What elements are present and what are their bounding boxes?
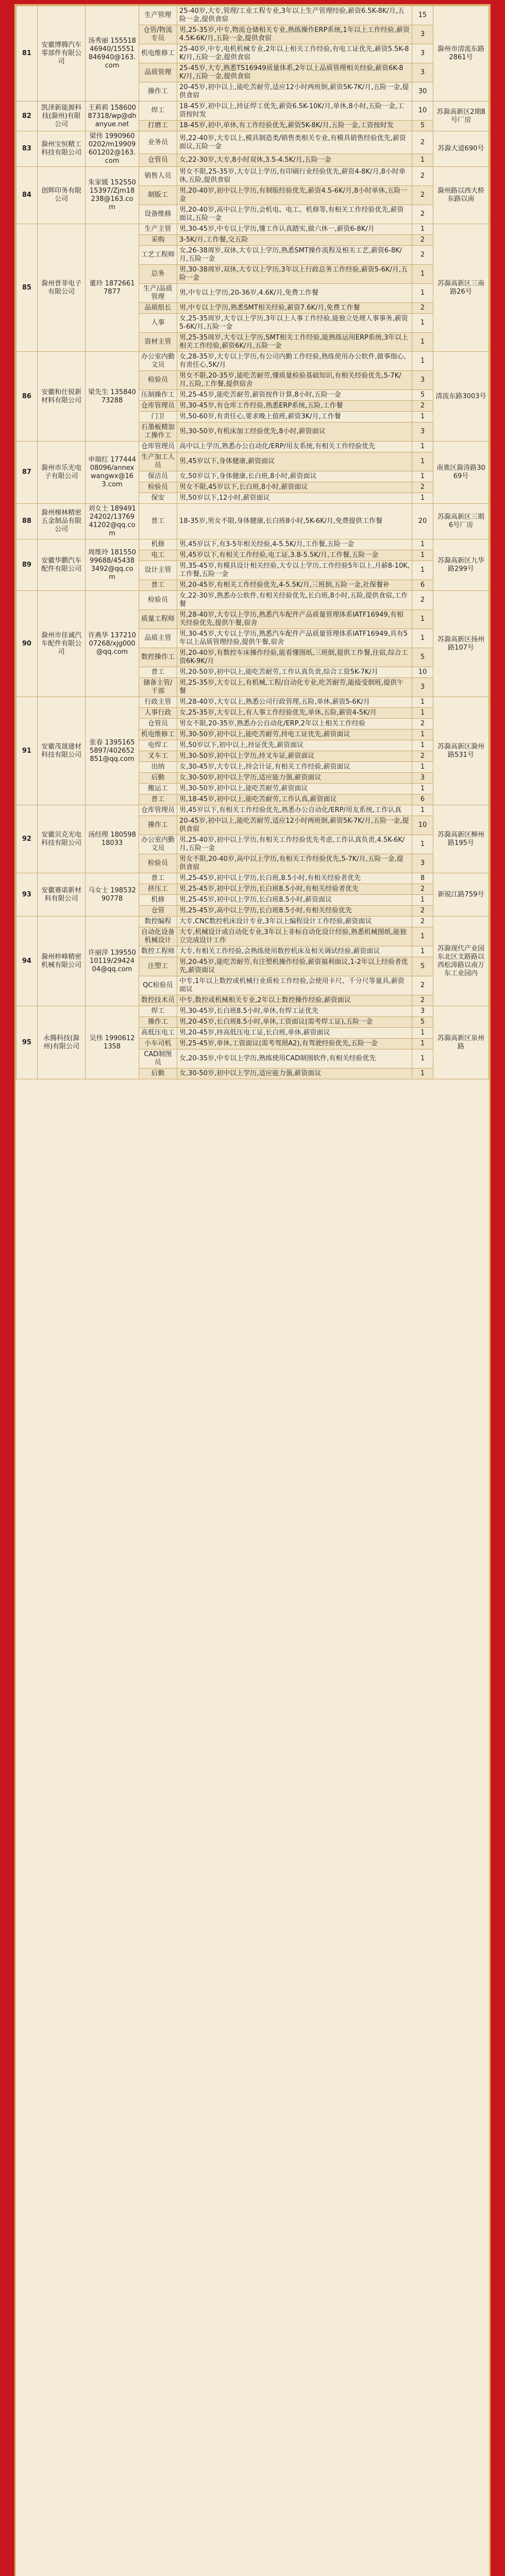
job-row xyxy=(16,167,489,186)
job-title: 检验员 xyxy=(139,482,177,493)
company-contact: 董玲 18726617877 xyxy=(86,224,139,352)
company-contact: 刘女士 18949124202/1376941202@qq.com xyxy=(86,504,139,539)
company-name: 安徽博腾汽车零部件有限公司 xyxy=(37,6,86,101)
job-requirements: 男,25-45岁,初中以上学历,长白班8.5小时,薪资面议 xyxy=(177,895,412,906)
job-requirements: 男,22-40岁,大专以上,模具制造类/销售类相关专业,有模具销售经验优先,薪资面议,五险一金 xyxy=(177,131,412,154)
company-address: 新锐江路759号 xyxy=(433,873,489,917)
job-title: 操作工 xyxy=(139,816,177,835)
job-title: 检验员 xyxy=(139,591,177,610)
job-requirements: 男,28-40岁,大专以上,熟悉公司行政管理,五险,单休,薪资5-6K/月 xyxy=(177,697,412,708)
job-headcount: 1 xyxy=(412,946,433,957)
job-title: 人事 xyxy=(139,314,177,333)
job-row xyxy=(16,131,489,154)
job-requirements: 男,45岁以下,有相关工作经验优先,熟悉办公自动化/ERP/用友系统,工作认真 xyxy=(177,805,412,816)
job-title: 资材主管 xyxy=(139,333,177,352)
job-headcount: 10 xyxy=(412,816,433,835)
company-name: 滁州梓峰精密机械有限公司 xyxy=(37,917,86,1006)
job-headcount: 1 xyxy=(412,550,433,561)
job-requirements: 男,30-45岁,长白班8.5小时,单休,有焊工证优先 xyxy=(177,1006,412,1017)
job-title: 出纳 xyxy=(139,762,177,773)
job-title: 电工 xyxy=(139,550,177,561)
job-title: 注塑工 xyxy=(139,957,177,976)
job-title: 设计主管 xyxy=(139,561,177,580)
job-requirements: 女,25-35周岁,大专以上学历,3年以上人事工作经验,能独立处理人事事务,薪资5-6K/月,五险一金 xyxy=(177,314,412,333)
job-title: 制版工 xyxy=(139,186,177,205)
job-headcount: 6 xyxy=(412,794,433,805)
job-requirements: 25-40岁,中专,电机机械专业,2年以上相关工作经验,有电工证优先,薪资5.5K-8K/月,五险一金,提供食宿 xyxy=(177,44,412,63)
job-requirements: 男,25-45岁,初中以上学历,长白班8.5小时,有相关经验者优先 xyxy=(177,884,412,895)
job-headcount: 3 xyxy=(412,44,433,63)
job-headcount: 1 xyxy=(412,314,433,333)
job-title: 机电维修工 xyxy=(139,730,177,740)
job-requirements: 男,20-45岁,长白班8.5小时,单休,工资面议(需考焊工证),五险一金 xyxy=(177,1017,412,1028)
job-title: 后勤 xyxy=(139,1069,177,1079)
job-headcount: 5 xyxy=(412,1017,433,1028)
job-requirements: 男,20-40岁,高中以上学历,会机电、电工、机修等,有相关工作经验优先,薪资面议,五险一金 xyxy=(177,205,412,224)
job-title: 仓管/物流专员 xyxy=(139,25,177,44)
company-contact: 吴伟 19906121358 xyxy=(86,1006,139,1079)
company-address: 苏滁高新区柳州路195号 xyxy=(433,805,489,873)
job-headcount: 1 xyxy=(412,1039,433,1049)
job-row xyxy=(16,1006,489,1017)
job-requirements: 女,25-35岁,大专以上,有人事工作经验优先,单休,五险,薪资4-5K/月 xyxy=(177,708,412,719)
job-requirements: 男,18-45岁,初中以上,能吃苦耐劳,工作认真,薪资面议 xyxy=(177,794,412,805)
job-title: 数控工程师 xyxy=(139,946,177,957)
company-contact: 许丽萍 13955010119/2942404@qq.com xyxy=(86,917,139,1006)
job-title: 操作工 xyxy=(139,82,177,101)
company-number: 90 xyxy=(16,591,38,697)
job-headcount: 3 xyxy=(412,1006,433,1017)
job-headcount: 1 xyxy=(412,452,433,471)
job-title: 数控编程 xyxy=(139,917,177,927)
job-requirements: 男,20-40岁,初中以上学历,有制版经验优先,薪资4.5-6K/月,8小时单休,五险一金 xyxy=(177,186,412,205)
company-name: 滁州市佳诚汽车配件有限公司 xyxy=(37,591,86,697)
job-headcount: 2 xyxy=(412,591,433,610)
job-headcount: 2 xyxy=(412,995,433,1006)
job-headcount: 2 xyxy=(412,976,433,995)
job-title: 保安 xyxy=(139,493,177,504)
job-title: 普工 xyxy=(139,667,177,678)
job-requirements: 女,30-45岁,大专以上,持会计证,有相关工作经验,薪资面议 xyxy=(177,762,412,773)
job-requirements: 女,22-30岁,大专,8小时双休,3.5-4.5K/月,五险一金 xyxy=(177,154,412,167)
job-requirements: 男女不限,45岁以下,长白班,8小时,薪资面议 xyxy=(177,482,412,493)
job-headcount: 2 xyxy=(412,186,433,205)
company-number: 82 xyxy=(16,101,38,131)
job-title: 挤压工 xyxy=(139,884,177,895)
job-headcount: 1 xyxy=(412,784,433,794)
company-number: 94 xyxy=(16,917,38,1006)
job-title: 石墨板精加工操作工 xyxy=(139,422,177,442)
job-headcount: 1 xyxy=(412,471,433,482)
job-requirements: 男,25-40岁,初中以上学历,有相关工作经验优先考虑,工作认真负责,4.5K-6K/月,五险一金 xyxy=(177,835,412,854)
job-headcount: 8 xyxy=(412,873,433,884)
job-requirements: 男,50岁以下,初中以上,持证优先,薪资面议 xyxy=(177,740,412,751)
job-headcount: 1 xyxy=(412,762,433,773)
job-title: 质量工程师 xyxy=(139,610,177,629)
job-requirements: 男,中专以上学历,20-36岁,4.6K/月,免费工作餐 xyxy=(177,284,412,303)
job-row xyxy=(16,352,489,371)
job-row xyxy=(16,504,489,539)
job-title: 检验员 xyxy=(139,854,177,873)
job-headcount: 3 xyxy=(412,773,433,784)
job-headcount: 20 xyxy=(412,504,433,539)
job-headcount: 15 xyxy=(412,6,433,25)
job-title: 后勤 xyxy=(139,773,177,784)
job-requirements: 男,25-45岁,初中以上学历,长白班,8.5小时,有相关经验者优先 xyxy=(177,873,412,884)
job-requirements: 男,30-50岁,初中以上,能吃苦耐劳,薪资面议 xyxy=(177,784,412,794)
job-requirements: 男,45岁以下,有相关工作经验,电工证,3.8-5.5K/月,工作餐,五险一金 xyxy=(177,550,412,561)
job-requirements: 男,20-40岁,有数控车床操作经验,能看懂图纸,三班倒,提供工作餐,住宿,综合工资6K-9K/月 xyxy=(177,648,412,667)
company-contact: 朱家媛 15255015397/Zjm18238@163.com xyxy=(86,167,139,224)
job-headcount: 1 xyxy=(412,629,433,648)
job-headcount: 1 xyxy=(412,284,433,303)
job-title: 电焊工 xyxy=(139,740,177,751)
company-contact: 申瑞红 17744408096/annexwangwx@163.com xyxy=(86,442,139,504)
job-row xyxy=(16,6,489,25)
job-requirements: 男,28-40岁,大专以上学历,熟悉汽车配件产品质量管理体系IATF16949,有相关经验优先,提供午餐,宿舍 xyxy=(177,610,412,629)
company-name: 滁州梯林精密五金制品有限公司 xyxy=(37,504,86,539)
job-headcount: 1 xyxy=(412,1069,433,1079)
job-title: 生产主管 xyxy=(139,224,177,235)
company-contact: 汤秀丽 15551846940/15551846940@163.com xyxy=(86,6,139,101)
job-title: 总务 xyxy=(139,265,177,284)
job-requirements: 男,25-35周岁,大专以上学历,SMT相关工作经验,能熟练运用ERP系统,3年以上相关工作经验,薪资6K/月,五险一金 xyxy=(177,333,412,352)
job-headcount: 1 xyxy=(412,805,433,816)
company-number: 84 xyxy=(16,167,38,224)
job-row xyxy=(16,224,489,235)
job-headcount: 1 xyxy=(412,539,433,550)
job-title: 生产加工人员 xyxy=(139,452,177,471)
job-title: 品质主管 xyxy=(139,629,177,648)
job-title: 生产管理 xyxy=(139,6,177,25)
job-headcount: 1 xyxy=(412,1049,433,1069)
job-headcount: 3 xyxy=(412,25,433,44)
job-headcount: 1 xyxy=(412,224,433,235)
company-contact: 张春 13951655897/402652851@qq.com xyxy=(86,697,139,805)
top-red-band xyxy=(0,0,505,4)
job-title: 人事行政 xyxy=(139,708,177,719)
job-requirements: 男,45岁以下,有3-5年相关经验,4-5.5K/月,工作餐,五险一金 xyxy=(177,539,412,550)
job-requirements: 大专,有相关工作经验,会熟练使用数控机床及相关调试经验,薪资面议 xyxy=(177,946,412,957)
company-name: 安徽华鹏汽车配件有限公司 xyxy=(37,539,86,591)
company-address: 滁州市清流东路2861号 xyxy=(433,6,489,101)
job-title: 焊工 xyxy=(139,101,177,121)
job-requirements: 高中以上学历,熟悉办公自动化/ERP/用友系统,有相关工作经验优先 xyxy=(177,442,412,452)
job-headcount: 1 xyxy=(412,730,433,740)
job-requirements: 女,50岁以下,身体健康,长白班,8小时,薪资面议 xyxy=(177,471,412,482)
job-requirements: 男,20-45岁,有相关工作经验优先,4-5.5K/月,三班倒,五险一金,社保餐补 xyxy=(177,580,412,591)
job-headcount: 2 xyxy=(412,482,433,493)
job-row xyxy=(16,697,489,708)
job-row xyxy=(16,591,489,610)
job-row xyxy=(16,873,489,884)
job-headcount: 1 xyxy=(412,265,433,284)
job-requirements: 男,25-45岁,单休,工资面议(需考驾照A2),有驾驶经验优先,五险一金 xyxy=(177,1039,412,1049)
job-requirements: 男,35-45岁,有模具设计相关经验,大专以上学历,工作经验5年以上,月薪8-10K,工作餐,五险一金 xyxy=(177,561,412,580)
job-requirements: 女,20-35岁,中专以上学历,熟练使用CAD制图软件,有相关经验优先 xyxy=(177,1049,412,1069)
company-contact: 马女士 19853290778 xyxy=(86,873,139,917)
job-row xyxy=(16,442,489,452)
company-address: 苏滁高新区九华路299号 xyxy=(433,539,489,591)
job-requirements: 女,30-50岁,初中以上学历,适应能力强,薪资面议 xyxy=(177,773,412,784)
job-headcount: 1 xyxy=(412,1028,433,1039)
company-number: 81 xyxy=(16,6,38,101)
job-requirements: 男,25-45岁,能吃苦耐劳,薪资按件计算,8小时,五险一金 xyxy=(177,390,412,401)
company-name: 滁州普菲电子有限公司 xyxy=(37,224,86,352)
job-requirements: 男女不限,25-35岁,大专以上学历,有印刷行业经验优先,薪资4-8K/月,8小时单休,五险,提供食宿 xyxy=(177,167,412,186)
job-requirements: 20-45岁,初中以上,能吃苦耐劳,适应12小时两班倒,薪资5K-7K/月,五险一金,提供食宿 xyxy=(177,82,412,101)
job-title: 仓管员 xyxy=(139,719,177,730)
job-headcount: 1 xyxy=(412,740,433,751)
job-title: CAD制图员 xyxy=(139,1049,177,1069)
company-number: 88 xyxy=(16,504,38,539)
job-title: 数控技术员 xyxy=(139,995,177,1006)
company-number: 83 xyxy=(16,131,38,167)
job-row xyxy=(16,539,489,550)
job-requirements: 男,30-38周岁,双休,大专以上学历,3年以上行政总务工作经验,薪资5-6K/月,五险一金 xyxy=(177,265,412,284)
job-headcount: 2 xyxy=(412,401,433,412)
job-requirements: 20-45岁,初中以上,能吃苦耐劳,适应12小时两班倒,薪资5K-7K/月,五险一金,提供食宿 xyxy=(177,816,412,835)
job-headcount: 5 xyxy=(412,390,433,401)
job-requirements: 男女不限,20-40岁,高中以上学历,有相关工作经验优先,5-7K/月,五险一金,提供食宿 xyxy=(177,854,412,873)
job-title: 仓库管理员 xyxy=(139,442,177,452)
job-title: 自动化设备机械设计 xyxy=(139,927,177,946)
company-number: 86 xyxy=(16,352,38,442)
job-headcount: 3 xyxy=(412,678,433,697)
job-requirements: 18-35岁,男女不限,身体健康,长白班8小时,5K-6K/月,免费提供工作餐 xyxy=(177,504,412,539)
job-headcount: 10 xyxy=(412,101,433,121)
job-headcount: 2 xyxy=(412,167,433,186)
job-requirements: 男女不限,20-35岁,熟悉办公自动化/ERP,2年以上相关工作经验 xyxy=(177,719,412,730)
job-title: 机修 xyxy=(139,895,177,906)
job-headcount: 3 xyxy=(412,371,433,390)
company-address: 苏滁高新区2期8号厂房 xyxy=(433,101,489,131)
job-title: 普工 xyxy=(139,794,177,805)
job-headcount: 3 xyxy=(412,63,433,82)
company-address: 苏滁高新区滁州路531号 xyxy=(433,697,489,805)
job-requirements: 男,30-45岁,有仓库工作经验,熟悉ERP系统,五险,工作餐 xyxy=(177,401,412,412)
company-contact: 许燕华 13721007268/xjg000@qq.com xyxy=(86,591,139,697)
company-contact: 梁先生 13584073288 xyxy=(86,352,139,442)
job-title: 门卫 xyxy=(139,412,177,422)
job-title: 销售人员 xyxy=(139,167,177,186)
company-number: 95 xyxy=(16,1006,38,1079)
job-requirements: 女,26-38周岁,双休,大专以上学历,熟悉SMT操作流程及相关工艺,薪资6-8K/月,五险一金 xyxy=(177,246,412,265)
job-requirements: 大专,CNC数控机床设计专业,3年以上编程设计工作经验,薪资面议 xyxy=(177,917,412,927)
company-contact: 王莉莉 15860087318/wp@dhanyue.net xyxy=(86,101,139,131)
job-requirements: 女,30-50岁,初中以上学历,适应能力强,薪资面议 xyxy=(177,1069,412,1079)
company-number: 91 xyxy=(16,697,38,805)
job-requirements: 3-5K/月,工作餐,交五险 xyxy=(177,235,412,246)
company-address: 苏滁高新区三期6号厂房 xyxy=(433,504,489,539)
recruitment-table xyxy=(16,6,489,1079)
job-title: 行政主管 xyxy=(139,697,177,708)
job-requirements: 男,20-45岁,持高低压电工证,长白班,单休,薪资面议 xyxy=(177,1028,412,1039)
job-title: 机电维修工 xyxy=(139,44,177,63)
recruitment-table-body xyxy=(16,6,489,1079)
company-address: 南谯区滁涛路3069号 xyxy=(433,442,489,504)
job-title: 叉车工 xyxy=(139,751,177,762)
job-headcount: 2 xyxy=(412,906,433,917)
job-requirements: 中专,1年以上数控或机械行业质检工作经验,会使用卡尺、千分尺等量具,薪资面议 xyxy=(177,976,412,995)
company-address: 苏滁高新区三南路26号 xyxy=(433,224,489,352)
job-title: 打磨工 xyxy=(139,121,177,131)
job-requirements: 25-45岁,大专,熟悉TS16949质量体系,2年以上品质管理相关经验,薪资6K-8K/月,五险一金,提供食宿 xyxy=(177,63,412,82)
job-row xyxy=(16,805,489,816)
job-requirements: 男,20-50岁,初中以上,能吃苦耐劳,工作认真负责,综合工资5K-7K/月 xyxy=(177,667,412,678)
job-headcount: 5 xyxy=(412,648,433,667)
job-title: 仓库管理员 xyxy=(139,805,177,816)
job-headcount: 1 xyxy=(412,154,433,167)
job-headcount: 1 xyxy=(412,927,433,946)
job-requirements: 男,30-45岁,中专以上学历,懂工作认真踏实,做六休一,薪资6-8K/月 xyxy=(177,224,412,235)
job-requirements: 中专,数控或机械相关专业,2年以上数控操作经验,薪资面议 xyxy=(177,995,412,1006)
company-name: 安徽贝克光电科技有限公司 xyxy=(37,805,86,873)
job-headcount: 2 xyxy=(412,917,433,927)
job-headcount: 30 xyxy=(412,82,433,101)
job-requirements: 男,45岁以下,身体健康,薪资面议 xyxy=(177,452,412,471)
company-name: 安徽茂晟建材科技有限公司 xyxy=(37,697,86,805)
job-requirements: 男,25-35岁,中专,物流仓储相关专业,熟练操作ERP系统,1年以上工作经验,薪资4.5K-6K/月,五险一金,提供食宿 xyxy=(177,25,412,44)
job-headcount: 1 xyxy=(412,412,433,422)
job-title: 操作工 xyxy=(139,1017,177,1028)
job-title: 仓管员 xyxy=(139,154,177,167)
job-title: 搬运工 xyxy=(139,784,177,794)
job-requirements: 男,30-50岁,有机床加工经验优先,8小时,薪资面议 xyxy=(177,422,412,442)
company-name: 安徽和仕锐新材料有限公司 xyxy=(37,352,86,442)
company-name: 滁州市乐光电子有限公司 xyxy=(37,442,86,504)
company-address: 苏滁现代产业园东北区支路路以西松涛路以南万东工业园内 xyxy=(433,917,489,1006)
job-requirements: 男,50-60岁,有责任心,要求晚上值班,薪资3K/月,工作餐 xyxy=(177,412,412,422)
company-name: 滁州宝恒精工科技有限公司 xyxy=(37,131,86,167)
company-name: 凯泽新能源科技(滁州)有限公司 xyxy=(37,101,86,131)
job-requirements: 大专,机械设计或自动化专业,3年以上非标自动化设计经验,熟悉机械图纸,能独立完成设计工作 xyxy=(177,927,412,946)
job-headcount: 2 xyxy=(412,131,433,154)
job-requirements: 18-45岁,初中,单休,有工作经验优先,薪资5K-8K/月,五险一金,工资按时发 xyxy=(177,121,412,131)
job-requirements: 男女不限,20-35岁,能吃苦耐劳,懂质量检验基础知识,有相关经验优先,5-7K/月,五险,工作餐,提供宿舍 xyxy=(177,371,412,390)
job-headcount: 5 xyxy=(412,121,433,131)
company-contact: 周维玲 18155099688/454383492@qq.com xyxy=(86,539,139,591)
job-requirements: 女,22-30岁,熟悉办公软件,有相关经验优先,长白班,8小时,五险,提供食宿,工作餐 xyxy=(177,591,412,610)
recruitment-sheet xyxy=(14,4,491,2576)
job-headcount: 1 xyxy=(412,835,433,854)
job-headcount: 2 xyxy=(412,884,433,895)
job-title: 业务员 xyxy=(139,131,177,154)
company-number: 92 xyxy=(16,805,38,873)
job-headcount: 1 xyxy=(412,561,433,580)
job-requirements: 男,25-35岁,大专以上,有机械,工程/自动化专业,吃苦耐劳,能接受倒班,提供午餐 xyxy=(177,678,412,697)
job-requirements: 男,中专以上学历,熟悉SMT相关经验,薪资7.6K/月,免费工作餐 xyxy=(177,303,412,314)
job-title: QC检验员 xyxy=(139,976,177,995)
company-name: 安徽赛诺新材料有限公司 xyxy=(37,873,86,917)
job-headcount: 1 xyxy=(412,895,433,906)
job-title: 仓管 xyxy=(139,906,177,917)
job-headcount: 6 xyxy=(412,580,433,591)
job-title: 储备主管/干部 xyxy=(139,678,177,697)
company-address: 清流东路3003号 xyxy=(433,352,489,442)
job-title: 仓库管理员 xyxy=(139,401,177,412)
job-title: 数控操作工 xyxy=(139,648,177,667)
company-address: 苏滁高新区扬州路107号 xyxy=(433,591,489,697)
job-headcount: 3 xyxy=(412,422,433,442)
job-headcount: 1 xyxy=(412,697,433,708)
company-name: 创辉印务有限公司 xyxy=(37,167,86,224)
company-number: 85 xyxy=(16,224,38,352)
job-headcount: 3 xyxy=(412,854,433,873)
job-title: 检验员 xyxy=(139,371,177,390)
job-title: 设备维修 xyxy=(139,205,177,224)
company-address: 苏滁大道690号 xyxy=(433,131,489,167)
job-requirements: 男,30-50岁,初中以上学历,持叉车证,薪资面议 xyxy=(177,751,412,762)
job-row xyxy=(16,917,489,927)
job-headcount: 2 xyxy=(412,235,433,246)
job-title: 办公室内勤文员 xyxy=(139,352,177,371)
job-headcount: 2 xyxy=(412,205,433,224)
job-title: 普工 xyxy=(139,580,177,591)
job-requirements: 男,25-45岁,高中以上学历,长白班8.5小时,有相关经验优先 xyxy=(177,906,412,917)
company-address: 苏滁高新区泉州路 xyxy=(433,1006,489,1079)
job-headcount: 1 xyxy=(412,442,433,452)
job-headcount: 1 xyxy=(412,708,433,719)
company-number: 93 xyxy=(16,873,38,917)
job-title: 采购 xyxy=(139,235,177,246)
job-headcount: 2 xyxy=(412,303,433,314)
company-name: 永腾科技(滁州)有限公司 xyxy=(37,1006,86,1079)
job-row xyxy=(16,101,489,121)
company-address: 滁州路以西大桥东路以南 xyxy=(433,167,489,224)
job-title: 办公室内勤文员 xyxy=(139,835,177,854)
job-title: 保洁员 xyxy=(139,471,177,482)
job-requirements: 男,30-50岁,初中以上,能吃苦耐劳,持电工证优先,薪资面议 xyxy=(177,730,412,740)
job-title: 高低压电工 xyxy=(139,1028,177,1039)
job-title: 工艺工程师 xyxy=(139,246,177,265)
job-title: 品质组长 xyxy=(139,303,177,314)
job-headcount: 2 xyxy=(412,246,433,265)
job-headcount: 5 xyxy=(412,957,433,976)
company-contact: 汤经理 18059818033 xyxy=(86,805,139,873)
job-title: 品质管理 xyxy=(139,63,177,82)
job-requirements: 男,50岁以下,12小时,薪资面议 xyxy=(177,493,412,504)
company-number: 87 xyxy=(16,442,38,504)
job-title: 压制操作工 xyxy=(139,390,177,401)
job-title: 焊工 xyxy=(139,1006,177,1017)
job-headcount: 2 xyxy=(412,751,433,762)
job-headcount: 10 xyxy=(412,667,433,678)
job-headcount: 2 xyxy=(412,719,433,730)
job-title: 小车司机 xyxy=(139,1039,177,1049)
job-requirements: 女,28-35岁,大专以上学历,有公司内勤工作经验,熟练使用办公软件,做事细心,有责任心,5K/月 xyxy=(177,352,412,371)
job-requirements: 男,30-45岁,大专以上学历,熟悉汽车配件产品质量管理体系IATF16949,具有5年以上品质管理经验,提供午餐,宿舍 xyxy=(177,629,412,648)
job-headcount: 1 xyxy=(412,493,433,504)
job-headcount: 1 xyxy=(412,352,433,371)
job-requirements: 男,20-45岁,能吃苦耐劳,有注塑机操作经验,薪资福利面议,1-2年以上经验者优先,薪资面议 xyxy=(177,957,412,976)
company-number: 89 xyxy=(16,539,38,591)
job-title: 普工 xyxy=(139,873,177,884)
job-title: 生产/品质管理 xyxy=(139,284,177,303)
job-title: 机修 xyxy=(139,539,177,550)
job-requirements: 18-45岁,初中以上,持证焊工优先,薪资6.5K-10K/月,单休,8小时,五险一金,工资按时发 xyxy=(177,101,412,121)
job-title: 普工 xyxy=(139,504,177,539)
job-headcount: 1 xyxy=(412,610,433,629)
job-headcount: 1 xyxy=(412,333,433,352)
company-contact: 梁伟 19909600202/m19909601202@163.com xyxy=(86,131,139,167)
job-requirements: 25-40岁,大专,管理/工业工程专业,3年以上生产管理经验,薪资6.5K-8K/月,五险一金,提供食宿 xyxy=(177,6,412,25)
